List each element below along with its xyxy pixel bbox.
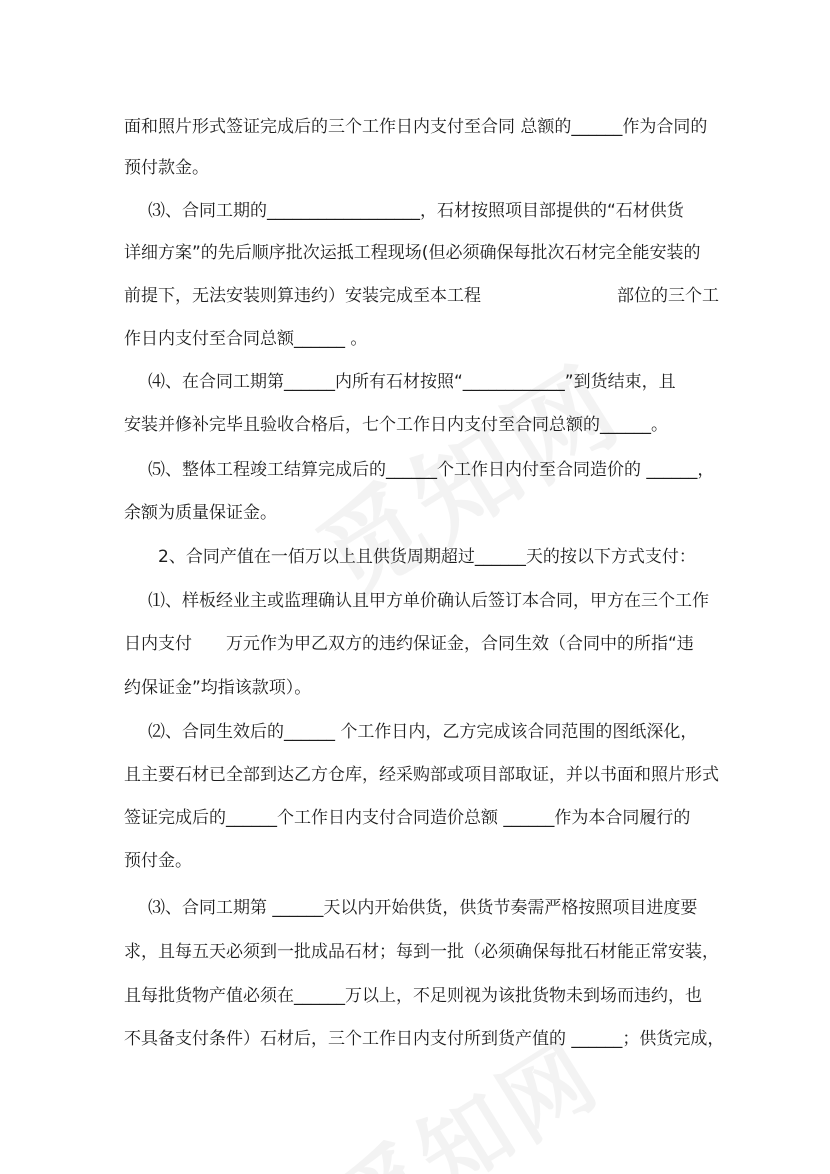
paragraph-start-line: ⑶、合同工期的__________________，石材按照项目部提供的“石材供货 — [148, 201, 684, 221]
text-line: 不具备支付条件）石材后，三个工作日内支付所到货产值的 ______；供货完成， — [124, 1029, 725, 1049]
text-line: 日内支付 万元作为甲乙双方的违约保证金，合同生效（合同中的所指“违 — [124, 634, 694, 654]
paragraph-start-line: ⑸、整体工程竣工结算完成后的______个工作日内付至合同造价的 ______， — [148, 460, 715, 480]
paragraph-start-line: ⑴、样板经业主或监理确认且甲方单价确认后签订本合同，甲方在三个工作 — [148, 591, 709, 611]
text-line: 面和照片形式签证完成后的三个工作日内支付至合同 总额的______作为合同的 — [124, 117, 708, 137]
text-line: 前提下，无法安装则算违约）安装完成至本工程 部位的三个工 — [124, 286, 719, 306]
text-line: 预付金。 — [124, 851, 192, 871]
text-line: 预付款金。 — [124, 158, 209, 178]
text-line: 且主要石材已全部到达乙方仓库，经采购部或项目部取证，并以书面和照片形式 — [124, 765, 719, 785]
text-line: 余额为质量保证金。 — [124, 503, 277, 523]
paragraph-start-line: ⑷、在合同工期第______内所有石材按照“____________”到货结束，且 — [148, 372, 676, 392]
text-line: 作日内支付至合同总额______ 。 — [124, 329, 368, 349]
text-line: 详细方案”的先后顺序批次运抵工程现场(但必须确保每批次石材完全能安装的 — [124, 243, 701, 263]
paragraph-start-line: ⑶、合同工期第 ______天以内开始供货，供货节奏需严格按照项目进度要 — [148, 898, 698, 918]
text-line: 签证完成后的______个工作日内支付合同造价总额 ______作为本合同履行的 — [124, 808, 691, 828]
paragraph-start-line: ⑵、合同生效后的______ 个工作日内，乙方完成该合同范围的图纸深化， — [148, 722, 698, 742]
text-line: 且每批货物产值必须在______万以上，不足则视为该批货物未到场而违约，也 — [124, 986, 702, 1006]
text-line: 求，且每五天必须到一批成品石材；每到一批（必须确保每批石材能正常安装， — [124, 942, 719, 962]
section-heading-line: 2、合同产值在一佰万以上且供货周期超过______天的按以下方式支付： — [158, 547, 696, 567]
text-line: 安装并修补完毕且验收合格后，七个工作日内支付至合同总额的______。 — [124, 415, 668, 435]
text-line: 约保证金”均指该款项）。 — [124, 678, 312, 698]
